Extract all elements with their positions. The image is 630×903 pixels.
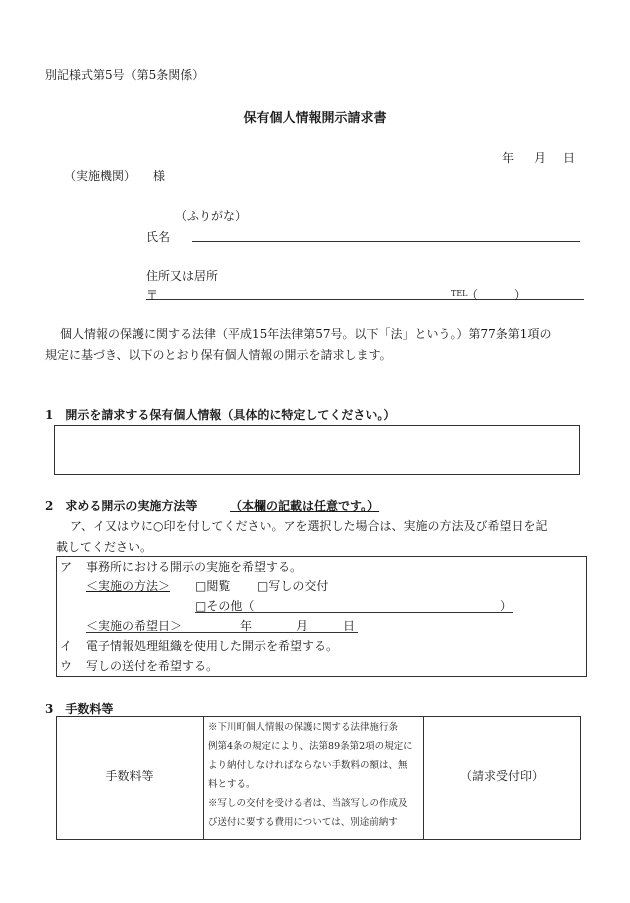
- option-a-marker[interactable]: ア: [60, 560, 73, 574]
- furigana-label: （ふりがな）: [175, 209, 248, 223]
- preferred-date-label: ＜実施の希望日＞: [86, 619, 183, 633]
- option-c-marker[interactable]: ウ: [60, 659, 73, 673]
- honorific-label: 様: [153, 169, 166, 183]
- reception-stamp-label: （請求受付印）: [459, 769, 544, 783]
- tel-label: TEL: [451, 289, 468, 298]
- method-other-checkbox[interactable]: □その他（: [195, 599, 255, 613]
- method-copy-checkbox[interactable]: □写しの交付: [257, 579, 329, 593]
- section2-instruction-1: ア、イ又はウに○印を付してください。アを選択した場合は、実施の方法及び希望日を記: [70, 519, 548, 533]
- intro-line-1: 個人情報の保護に関する法律（平成15年法律第57号。以下「法」という。）第77条第1項の: [60, 327, 552, 341]
- intro-line-2: 規定に基づき、以下のとおり保有個人情報の開示を請求します。: [45, 348, 392, 362]
- section2-instruction-2: 載してください。: [56, 540, 153, 554]
- fee-note: [208, 718, 420, 832]
- fee-note-line: 例第4条の規定により、法第89条第2項の規定に: [208, 741, 413, 752]
- name-field[interactable]: [192, 241, 580, 242]
- postal-mark: 〒: [146, 288, 159, 302]
- option-b-label: 電子情報処理組織を使用した開示を希望する。: [86, 639, 339, 653]
- date-day-field[interactable]: 日: [563, 151, 576, 165]
- section2-optional-note: （本欄の記載は任意です。）: [230, 499, 380, 513]
- fee-table-divider-1: [203, 716, 204, 840]
- tel-field[interactable]: （ ）: [466, 288, 527, 302]
- section2-heading: 2 求める開示の実施方法等: [45, 499, 198, 513]
- fee-note-line: ※下川町個人情報の保護に関する法律施行条: [208, 722, 399, 733]
- fee-note-line: より納付しなければならない手数料の額は、無: [208, 760, 408, 771]
- method-view-checkbox[interactable]: □閲覧: [195, 579, 231, 593]
- requested-info-field[interactable]: [54, 425, 580, 475]
- section3-heading: 3 手数料等: [45, 702, 114, 716]
- preferred-date-field[interactable]: [86, 632, 358, 633]
- date-month-field[interactable]: 月: [534, 151, 547, 165]
- option-c-label: 写しの送付を希望する。: [86, 659, 219, 673]
- preferred-date-month: 月: [296, 619, 309, 633]
- preferred-date-year: 年: [240, 619, 253, 633]
- fee-note-line: ※写しの交付を受ける者は、当該写しの作成及: [208, 798, 408, 809]
- option-b-marker[interactable]: イ: [60, 639, 73, 653]
- agency-label: （実施機関）: [64, 169, 137, 183]
- form-number: 別記様式第5号（第5条関係）: [45, 68, 205, 82]
- method-label: ＜実施の方法＞: [86, 579, 171, 593]
- preferred-date-day: 日: [343, 619, 356, 633]
- name-label: 氏名: [146, 230, 171, 244]
- fee-label: 手数料等: [105, 769, 154, 783]
- option-a-label: 事務所における開示の実施を希望する。: [86, 560, 303, 574]
- section1-heading: 1 開示を請求する保有個人情報（具体的に特定してください。）: [45, 408, 396, 422]
- fee-note-line: び送付に要する費用については、別途前納す: [208, 817, 398, 828]
- date-year-field[interactable]: 年: [502, 151, 515, 165]
- method-other-close: ）: [500, 599, 513, 613]
- page-title: 保有個人情報開示請求書: [243, 111, 387, 126]
- method-other-field[interactable]: [195, 612, 513, 613]
- address-label: 住所又は居所: [146, 269, 219, 283]
- fee-note-line: 料とする。: [208, 779, 256, 790]
